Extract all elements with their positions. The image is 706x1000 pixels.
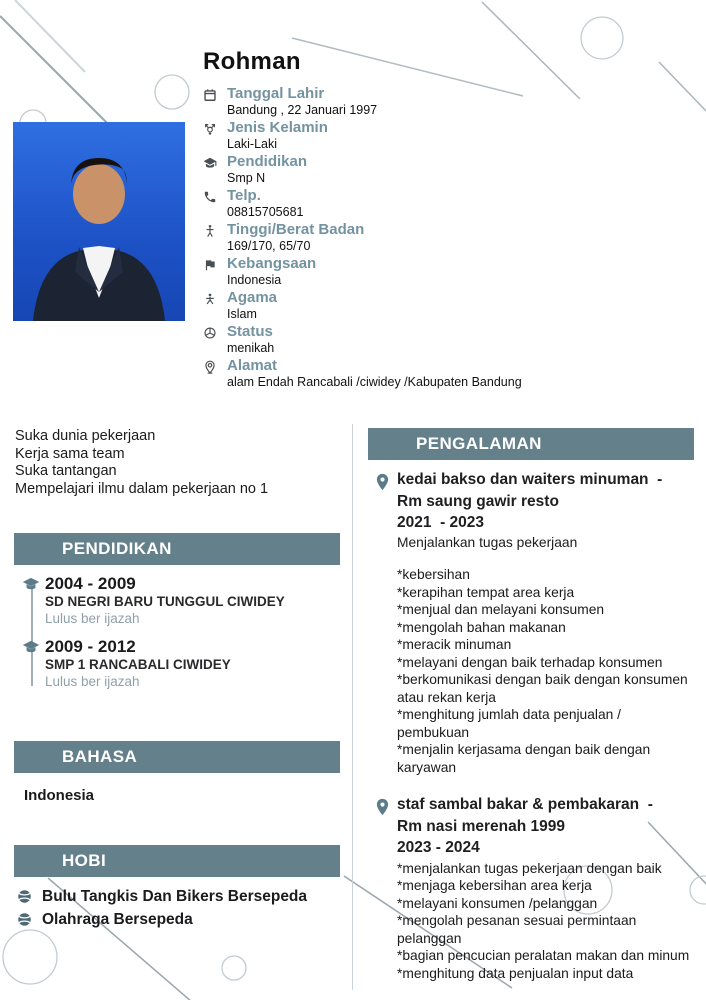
graduation-cap-icon — [22, 639, 40, 657]
task-item: *menjalin kerjasama dengan baik dengan karyawan — [397, 742, 654, 775]
job-dates: 2023 - 2024 — [397, 839, 480, 856]
phone-icon — [203, 190, 218, 204]
detail-value: Smp N — [227, 171, 266, 185]
sports-ball-icon — [17, 912, 32, 927]
detail-value: 169/170, 65/70 — [227, 239, 311, 253]
section-header-bahasa: BAHASA — [14, 741, 340, 773]
education-timeline — [14, 575, 340, 690]
calendar-icon — [203, 88, 218, 102]
task-item: *melayani dengan baik terhadap konsumen — [397, 654, 663, 670]
section-header-pendidikan: PENDIDIKAN — [14, 533, 340, 565]
detail-label: Status — [227, 323, 273, 340]
job-title-line: Rm saung gawir resto — [397, 492, 559, 510]
intro-text — [15, 428, 340, 498]
detail-label: Alamat — [227, 357, 278, 374]
job-dates: 2021 - 2023 — [397, 514, 485, 531]
education-entry — [14, 575, 340, 627]
detail-value: 08815705681 — [227, 205, 304, 219]
right-column — [368, 425, 694, 982]
education-school: SD NEGRI BARU TUNGGUL CIWIDEY — [45, 594, 285, 609]
education-icon — [203, 156, 218, 170]
height-icon — [203, 224, 218, 238]
location-pin-icon — [375, 473, 390, 491]
detail-label: Jenis Kelamin — [227, 119, 328, 136]
detail-row-jenis-kelamin — [203, 119, 695, 153]
detail-value: alam Endah Rancabali /ciwidey /Kabupaten Bandung — [227, 375, 522, 389]
detail-label: Telp. — [227, 187, 261, 204]
sports-ball-icon — [17, 889, 32, 904]
detail-label: Agama — [227, 289, 278, 306]
education-note: Lulus ber ijazah — [45, 674, 140, 689]
intro-line: Suka dunia pekerjaan — [15, 428, 156, 444]
education-years: 2004 - 2009 — [45, 574, 136, 593]
task-item: *menghitung data penjualan input data — [397, 965, 634, 981]
detail-row-tanggal-lahir — [203, 85, 695, 119]
task-item: *menghitung jumlah data penjualan / pembukuan — [397, 707, 625, 740]
detail-row-telp — [203, 187, 695, 221]
portrait-silhouette — [13, 122, 185, 321]
section-header-pengalaman: PENGALAMAN — [368, 428, 694, 460]
hobby-item — [14, 908, 340, 931]
intro-line: Suka tantangan — [15, 463, 117, 479]
detail-value: Islam — [227, 307, 257, 321]
detail-row-agama — [203, 289, 695, 323]
language-item: Indonesia — [24, 787, 95, 804]
graduation-cap-icon — [22, 576, 40, 594]
header-section — [203, 48, 695, 391]
task-list — [397, 566, 694, 776]
location-icon — [203, 360, 218, 374]
detail-label: Kebangsaan — [227, 255, 317, 272]
detail-row-tinggi-berat — [203, 221, 695, 255]
detail-row-status — [203, 323, 695, 357]
job-title-line: Rm nasi merenah 1999 — [397, 817, 566, 835]
task-item: *menjual dan melayani konsumen — [397, 602, 605, 617]
hobby-item — [14, 885, 340, 908]
task-item: *meracik minuman — [397, 637, 512, 652]
task-item: *mengolah bahan makanan — [397, 619, 566, 635]
task-list — [397, 860, 694, 983]
detail-label: Tanggal Lahir — [227, 85, 325, 102]
left-column — [14, 425, 340, 931]
intro-line: Mempelajari ilmu dalam pekerjaan no 1 — [15, 480, 269, 497]
job-title-line: kedai bakso dan waiters minuman - — [397, 471, 663, 488]
education-entry — [14, 638, 340, 690]
detail-value: Bandung , 22 Januari 1997 — [227, 103, 378, 117]
person-name: Rohman — [203, 48, 301, 75]
hobby-label: Bulu Tangkis Dan Bikers Bersepeda — [42, 888, 308, 905]
detail-value: Laki-Laki — [227, 137, 278, 151]
task-item: *mengolah pesanan sesuai permintaan pelanggan — [397, 913, 641, 946]
portrait-photo — [13, 122, 185, 321]
intro-line: Kerja sama team — [15, 445, 125, 462]
job-title-line: staf sambal bakar & pembakaran - — [397, 796, 653, 813]
detail-row-alamat — [203, 357, 695, 391]
flag-icon — [203, 258, 218, 272]
experience-entry — [368, 469, 694, 776]
section-header-hobi: HOBI — [14, 845, 340, 877]
task-item: *menjaga kebersihan area kerja — [397, 878, 592, 893]
hobby-label: Olahraga Bersepeda — [42, 911, 193, 928]
detail-label: Pendidikan — [227, 153, 308, 170]
detail-label: Tinggi/Berat Badan — [227, 221, 365, 238]
detail-row-kebangsaan — [203, 255, 695, 289]
gender-icon — [203, 122, 218, 136]
status-icon — [203, 326, 218, 340]
education-years: 2009 - 2012 — [45, 637, 136, 656]
experience-entry — [368, 794, 694, 982]
task-item: *melayani konsumen /pelanggan — [397, 895, 598, 911]
detail-value: menikah — [227, 341, 275, 355]
education-school: SMP 1 RANCABALI CIWIDEY — [45, 657, 231, 672]
detail-value: Indonesia — [227, 273, 282, 287]
hobby-list — [14, 885, 340, 931]
task-item: *menjalankan tugas pekerjaan dengan baik — [397, 860, 662, 876]
task-item: *berkomunikasi dengan baik dengan konsumen atau rekan kerja — [397, 672, 692, 705]
task-item: *kerapihan tempat area kerja — [397, 584, 575, 600]
column-divider — [352, 424, 353, 990]
education-note: Lulus ber ijazah — [45, 611, 140, 626]
task-item: *bagian pencucian peralatan makan dan minum — [397, 948, 690, 963]
detail-row-pendidikan — [203, 153, 695, 187]
location-pin-icon — [375, 798, 390, 816]
job-subtitle: Menjalankan tugas pekerjaan — [397, 534, 578, 550]
task-item: *kebersihan — [397, 567, 470, 582]
person-icon — [203, 292, 218, 306]
